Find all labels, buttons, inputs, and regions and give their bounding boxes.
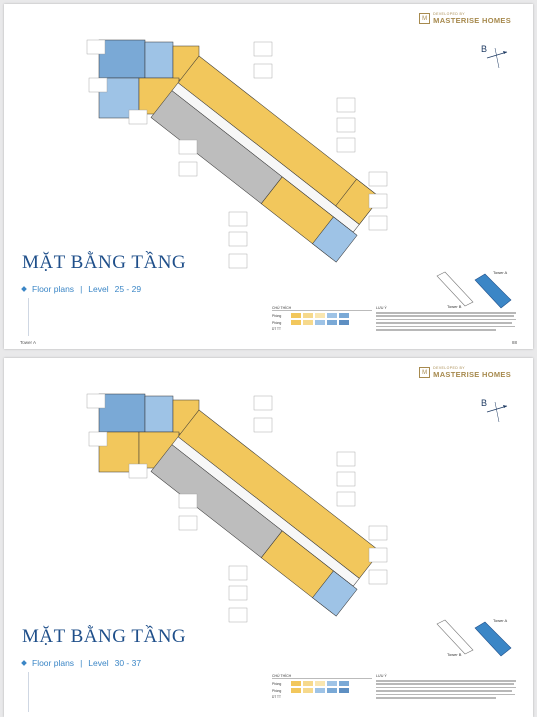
level-label: Level [88,658,109,668]
footer-page-number: 88 [511,340,517,345]
tower-key-plan [433,266,519,328]
divider-line [28,298,29,336]
legend-heading: CHÚ THÍCH [272,674,372,679]
masterise-logo-icon: M [419,367,430,378]
brand-logo [419,12,511,25]
key-plan-tower-b: Tower B [447,304,462,309]
level-value: 25 - 29 [114,284,142,294]
subtitle-separator: | [80,658,83,668]
brand-tagline: DEVELOPED BY [433,12,465,16]
legend-row-label: DT TT [272,695,281,699]
subtitle-en: Floor plans [32,658,75,668]
masterise-logo-icon: M [419,13,430,24]
notes-heading: LƯU Ý [376,306,387,310]
legend-row-label: DT TT [272,327,281,331]
compass-label: B [481,44,488,54]
key-plan-tower-b: Tower B [447,652,462,657]
key-plan-diagram [433,266,519,328]
brand-logo [419,366,511,379]
key-plan-tower-a: Tower A [493,618,508,623]
north-compass [483,44,509,70]
north-compass [483,398,509,424]
legend [272,306,372,333]
diamond-bullet-icon [21,660,27,666]
level-value: 30 - 37 [114,658,142,668]
page-title: MẶT BẰNG TẦNG [22,626,187,647]
page-subtitle [22,658,141,668]
page-subtitle [22,284,141,294]
page-title: MẶT BẰNG TẦNG [22,252,187,273]
legend-row-label: Phòng [272,688,282,693]
legend-row-label: Phòng [272,681,282,686]
subtitle-separator: | [80,284,83,294]
key-plan-diagram [433,614,519,676]
brand-tagline: DEVELOPED BY [433,366,465,370]
legend-heading: CHÚ THÍCH [272,306,372,311]
divider-line [28,672,29,712]
brand-name: MASTERISE HOMES [433,16,511,25]
legend-row-label: Phòng [272,313,282,318]
subtitle-en: Floor plans [32,284,75,294]
floor-plan-page-1 [4,4,533,349]
diamond-bullet-icon [21,286,27,292]
brand-name: MASTERISE HOMES [433,370,511,379]
tower-key-plan [433,614,519,676]
key-plan-tower-a: Tower A [493,270,508,275]
legend-row-label: Phòng [272,320,282,325]
legend [272,674,372,701]
floor-plan-page-2 [4,358,533,717]
level-label: Level [88,284,109,294]
compass-label: B [481,398,488,408]
notes-block [376,674,518,700]
floor-plan-drawing [79,386,419,648]
footer-tower: Tower A [20,340,37,345]
notes-heading: LƯU Ý [376,674,387,678]
